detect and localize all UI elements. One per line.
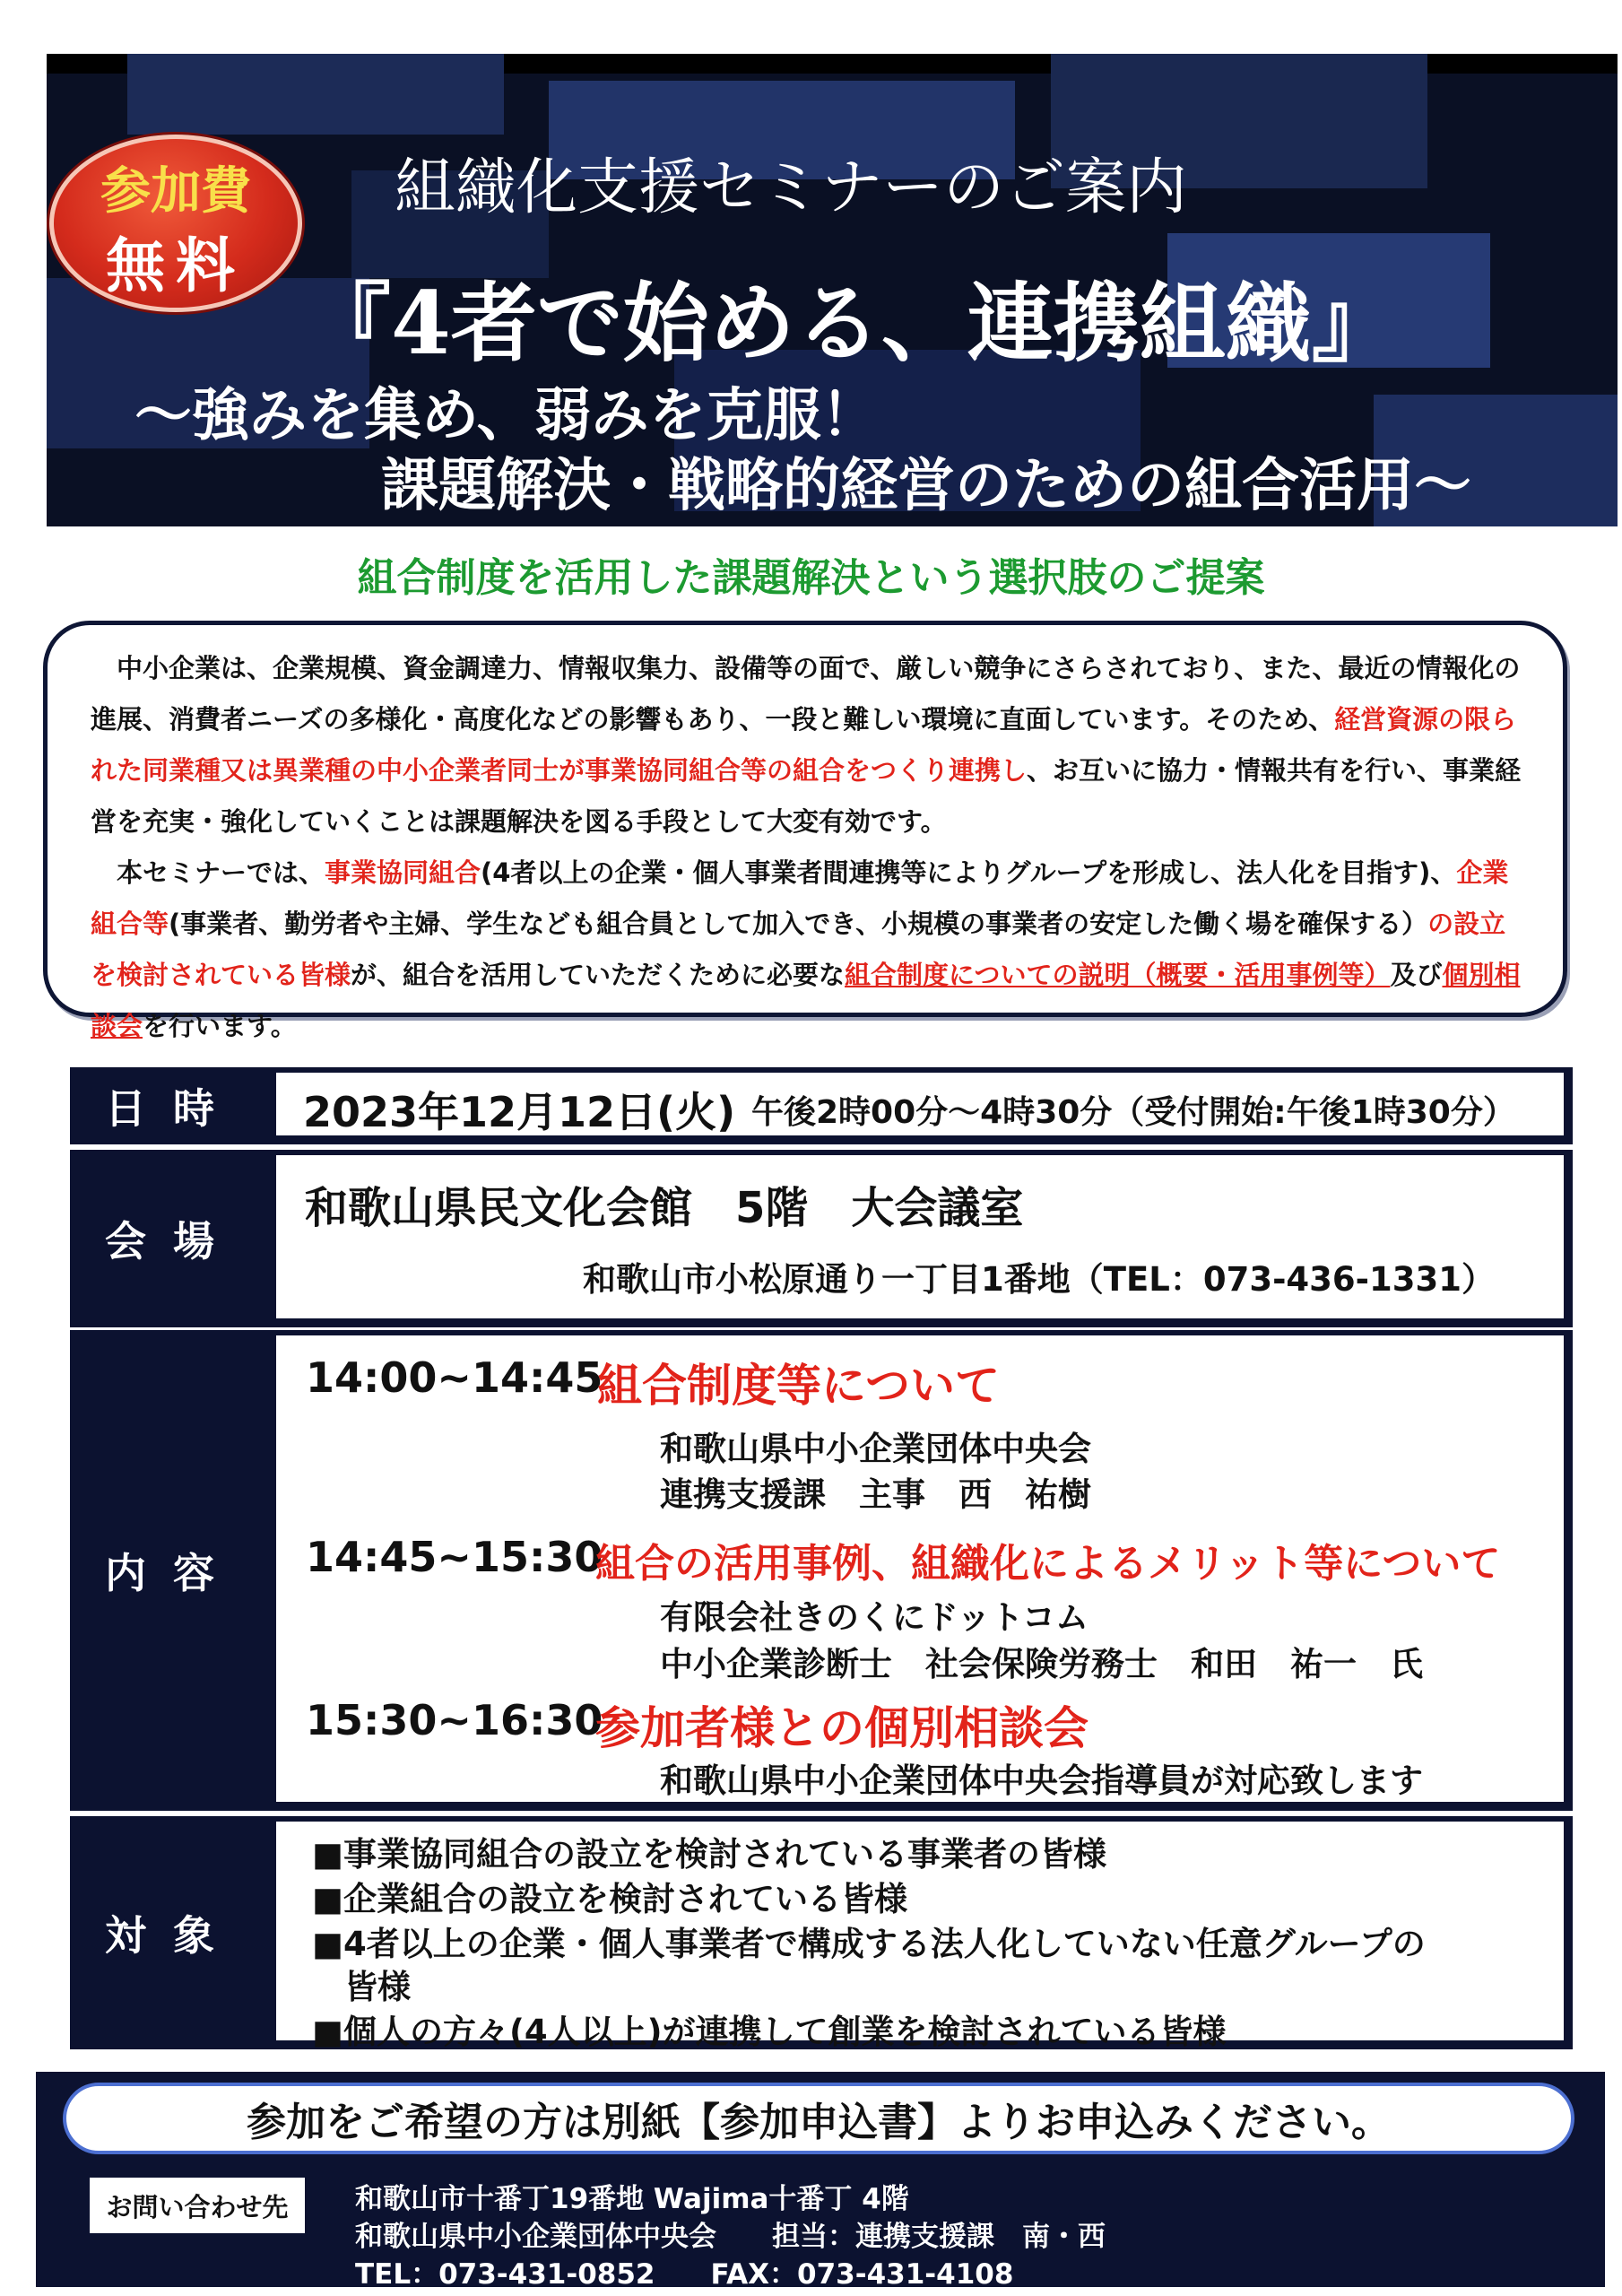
session-time: 14:45~15:30 xyxy=(306,1533,603,1581)
intro-text: (4者以上の企業・個人事業者間連携等によりグループを形成し、法人化を目指す)、 xyxy=(481,857,1457,888)
intro-paragraph-1 xyxy=(91,643,1527,848)
header-decor-block xyxy=(127,54,504,135)
session-title: 組合の活用事例、組織化によるメリット等について xyxy=(595,1541,1501,1587)
session-speaker: 有限会社きのくにドットコム xyxy=(660,1598,1089,1637)
intro-highlight: 事業協同組合 xyxy=(325,857,481,888)
intro-text: 及び xyxy=(1390,960,1443,990)
venue-cell xyxy=(276,1155,1564,1318)
target-label: 対象 xyxy=(105,1911,241,1960)
contact-address: 和歌山市十番丁19番地 Wajima十番丁 4階 xyxy=(355,2183,909,2215)
session-title: 組合制度等について xyxy=(597,1360,1000,1412)
intro-text: が、組合を活用していただくために必要な xyxy=(351,960,846,990)
target-item-continued: 皆様 xyxy=(344,1968,411,2006)
target-cell xyxy=(276,1822,1564,2051)
target-item: ■事業協同組合の設立を検討されている事業者の皆様 xyxy=(312,1835,1106,1874)
intro-text: 本セミナーでは、 xyxy=(117,857,325,888)
seminar-subtitle: 組織化支援セミナーのご案内 xyxy=(395,152,1188,223)
footer-banner xyxy=(36,2072,1605,2291)
datetime-cell xyxy=(276,1073,1564,1135)
session-speaker: 中小企業診断士 社会保険労務士 和田 祐一 氏 xyxy=(660,1645,1423,1683)
target-item: ■個人の方々(4人以上)が連携して創業を検討されている皆様 xyxy=(312,2013,1227,2051)
free-admission-badge xyxy=(49,135,302,312)
target-item: ■企業組合の設立を検討されている皆様 xyxy=(312,1880,907,1918)
content-label: 内容 xyxy=(105,1549,241,1597)
event-time: 午後2時00分～4時30分（受付開始:午後1時30分） xyxy=(751,1094,1515,1131)
intro-paragraph-2 xyxy=(91,848,1527,1052)
intro-text: (事業者、勤労者や主婦、学生なども組合員として加入でき、小規模の事業者の安定した働く場を確保する） xyxy=(169,909,1428,939)
content-row xyxy=(70,1330,1573,1811)
session-speaker: 和歌山県中小企業団体中央会指導員が対応致します xyxy=(660,1761,1423,1800)
target-item: ■4者以上の企業・個人事業者で構成する法人化していない任意グループの xyxy=(312,1925,1426,1963)
target-row xyxy=(70,1816,1573,2049)
contact-phone-fax: TEL：073-431-0852 FAX：073-431-4108 xyxy=(355,2258,1014,2291)
session-time: 14:00~14:45 xyxy=(306,1353,603,1402)
badge-free-label: 無料 xyxy=(106,231,246,300)
session-title: 参加者様との個別相談会 xyxy=(595,1702,1089,1754)
intro-highlight: の設立を検討されている皆様 xyxy=(91,909,1506,990)
session-speaker: 連携支援課 主事 西 祐樹 xyxy=(660,1475,1091,1514)
seminar-tagline-2: 課題解決・戦略的経営のための組合活用～ xyxy=(381,452,1471,519)
contact-label: お問い合わせ先 xyxy=(90,2178,305,2233)
intro-text: 中小企業は、企業規模、資金調達力、情報収集力、設備等の面で、厳しい競争にさらされており、また、最近の情報化の進展、消費者ニーズの多様化・高度化などの影響もあり、一段と難しい環境に直面しています。そのため、 xyxy=(91,653,1521,735)
event-date: 2023年12月12日(火) xyxy=(303,1088,736,1136)
intro-text: 、お互いに協力・情報共有を行い、事業経営を充実・強化していくことは課題解決を図る手段として大変有効です。 xyxy=(91,755,1522,837)
intro-highlight-underlined: 組合制度についての説明（概要・活用事例等） xyxy=(845,960,1391,990)
datetime-label: 日時 xyxy=(105,1084,241,1133)
seminar-title: 『4者で始める、連携組織』 xyxy=(305,273,1398,374)
intro-text: を行います。 xyxy=(143,1011,297,1041)
datetime-row xyxy=(70,1067,1573,1144)
session-time: 15:30~16:30 xyxy=(306,1696,603,1744)
contact-organization: 和歌山県中小企業団体中央会 担当：連携支援課 南・西 xyxy=(355,2221,1106,2253)
venue-label: 会場 xyxy=(105,1217,241,1265)
intro-highlight: 経営資源の限られた同業種又は異業種の中小企業者同士が事業協同組合等の組合をつくり連携し xyxy=(91,704,1517,786)
badge-fee-label: 参加費 xyxy=(100,162,251,221)
intro-box xyxy=(43,621,1567,1041)
venue-address: 和歌山市小松原通り一丁目1番地（TEL：073-436-1331） xyxy=(583,1260,1495,1299)
proposal-heading: 組合制度を活用した課題解決という選択肢のご提案 xyxy=(357,555,1265,601)
seminar-tagline-1: ～強みを集め、弱みを克服！ xyxy=(134,382,879,449)
content-cell xyxy=(276,1335,1564,1802)
intro-highlight: 企業組合等 xyxy=(91,857,1509,939)
session-speaker: 和歌山県中小企業団体中央会 xyxy=(660,1430,1091,1468)
apply-notice: 参加をご希望の方は別紙【参加申込書】よりお申込みください。 xyxy=(63,2083,1574,2154)
venue-row xyxy=(70,1150,1573,1327)
venue-name: 和歌山県民文化会館 5階 大会議室 xyxy=(305,1183,1024,1233)
intro-highlight-underlined: 個別相談会 xyxy=(91,960,1521,1041)
